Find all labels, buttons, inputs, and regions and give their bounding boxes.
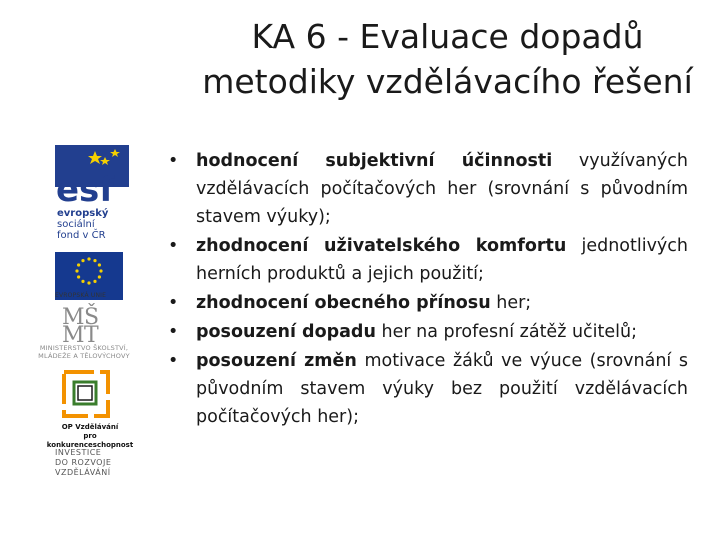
msmt-label-line-1: MINISTERSTVO ŠKOLSTVÍ, [39,344,129,352]
eu-star [87,281,90,284]
bullet-bold: posouzení dopadu [196,322,376,342]
title-line-1: KA 6 - Evaluace dopadů [251,17,644,56]
eu-star [87,257,90,260]
bullet-item [168,147,688,231]
op-logo-icon [60,368,112,420]
bullet-bold: posouzení změn [196,351,357,371]
eu-label: EVROPSKÁ UNIE [55,292,107,299]
investice-line-1: INVESTICE [55,448,102,457]
investice-label [55,448,145,478]
eu-star [77,275,80,278]
bullet-bold: zhodnocení uživatelského komfortu [196,236,567,256]
esf-caption-line-1: evropský [57,208,109,219]
bullet-text: her; [490,293,532,313]
bullet-item [168,289,688,317]
bullet-item [168,347,688,431]
op-label-line-1: OP Vzdělávání [61,423,119,431]
eu-star [81,280,84,283]
msmt-label [28,344,140,360]
eu-star [98,263,101,266]
eu-star [81,259,84,262]
eu-star [93,280,96,283]
investice-line-3: VZDĚLÁVÁNÍ [55,468,111,477]
bullet-text: her na profesní zátěž učitelů; [375,322,638,342]
svg-text:T: T [84,323,99,344]
esf-mark-icon [55,145,133,205]
slide-title [175,14,720,104]
esf-logo [55,145,133,248]
esf-caption [57,208,108,241]
esf-caption-line-3: fond v ČR [57,230,106,241]
op-label [40,423,140,450]
eu-star [75,269,78,272]
bullet-item [168,318,688,346]
op-label-line-2: pro konkurenceschopnost [46,432,134,449]
msmt-label-line-2: MLÁDEŽE A TĚLOVÝCHOVY [38,352,130,360]
title-line-2: metodiky vzdělávacího řešení [202,62,693,101]
eu-star [99,269,102,272]
eu-stars-icon [55,252,123,290]
eu-star [77,263,80,266]
svg-text:Š: Š [84,305,100,330]
eu-star [93,259,96,262]
esf-letters: esf [56,170,115,205]
bullet-text: využívaných vzdělávacích počítačových her (srovnání s původním stavem výuky); [196,151,688,227]
bullet-bold: zhodnocení obecného přínosu [196,293,491,313]
bullet-item [168,232,688,288]
svg-text:M: M [62,305,85,330]
investice-line-2: DO ROZVOJE [55,458,112,467]
bullet-text: motivace žáků ve výuce (srovnání s původním stavem výuky bez použití vzdělávacích počítačových her); [196,351,688,427]
msmt-logo-icon [58,302,116,344]
bullet-bold: hodnocení subjektivní účinnosti [196,151,553,171]
bullet-list [168,147,688,432]
svg-text:M: M [62,323,85,344]
esf-caption-line-2: sociální [57,219,95,230]
eu-star [98,275,101,278]
bullet-text: jednotlivých herních produktů a jejich použití; [196,236,688,284]
